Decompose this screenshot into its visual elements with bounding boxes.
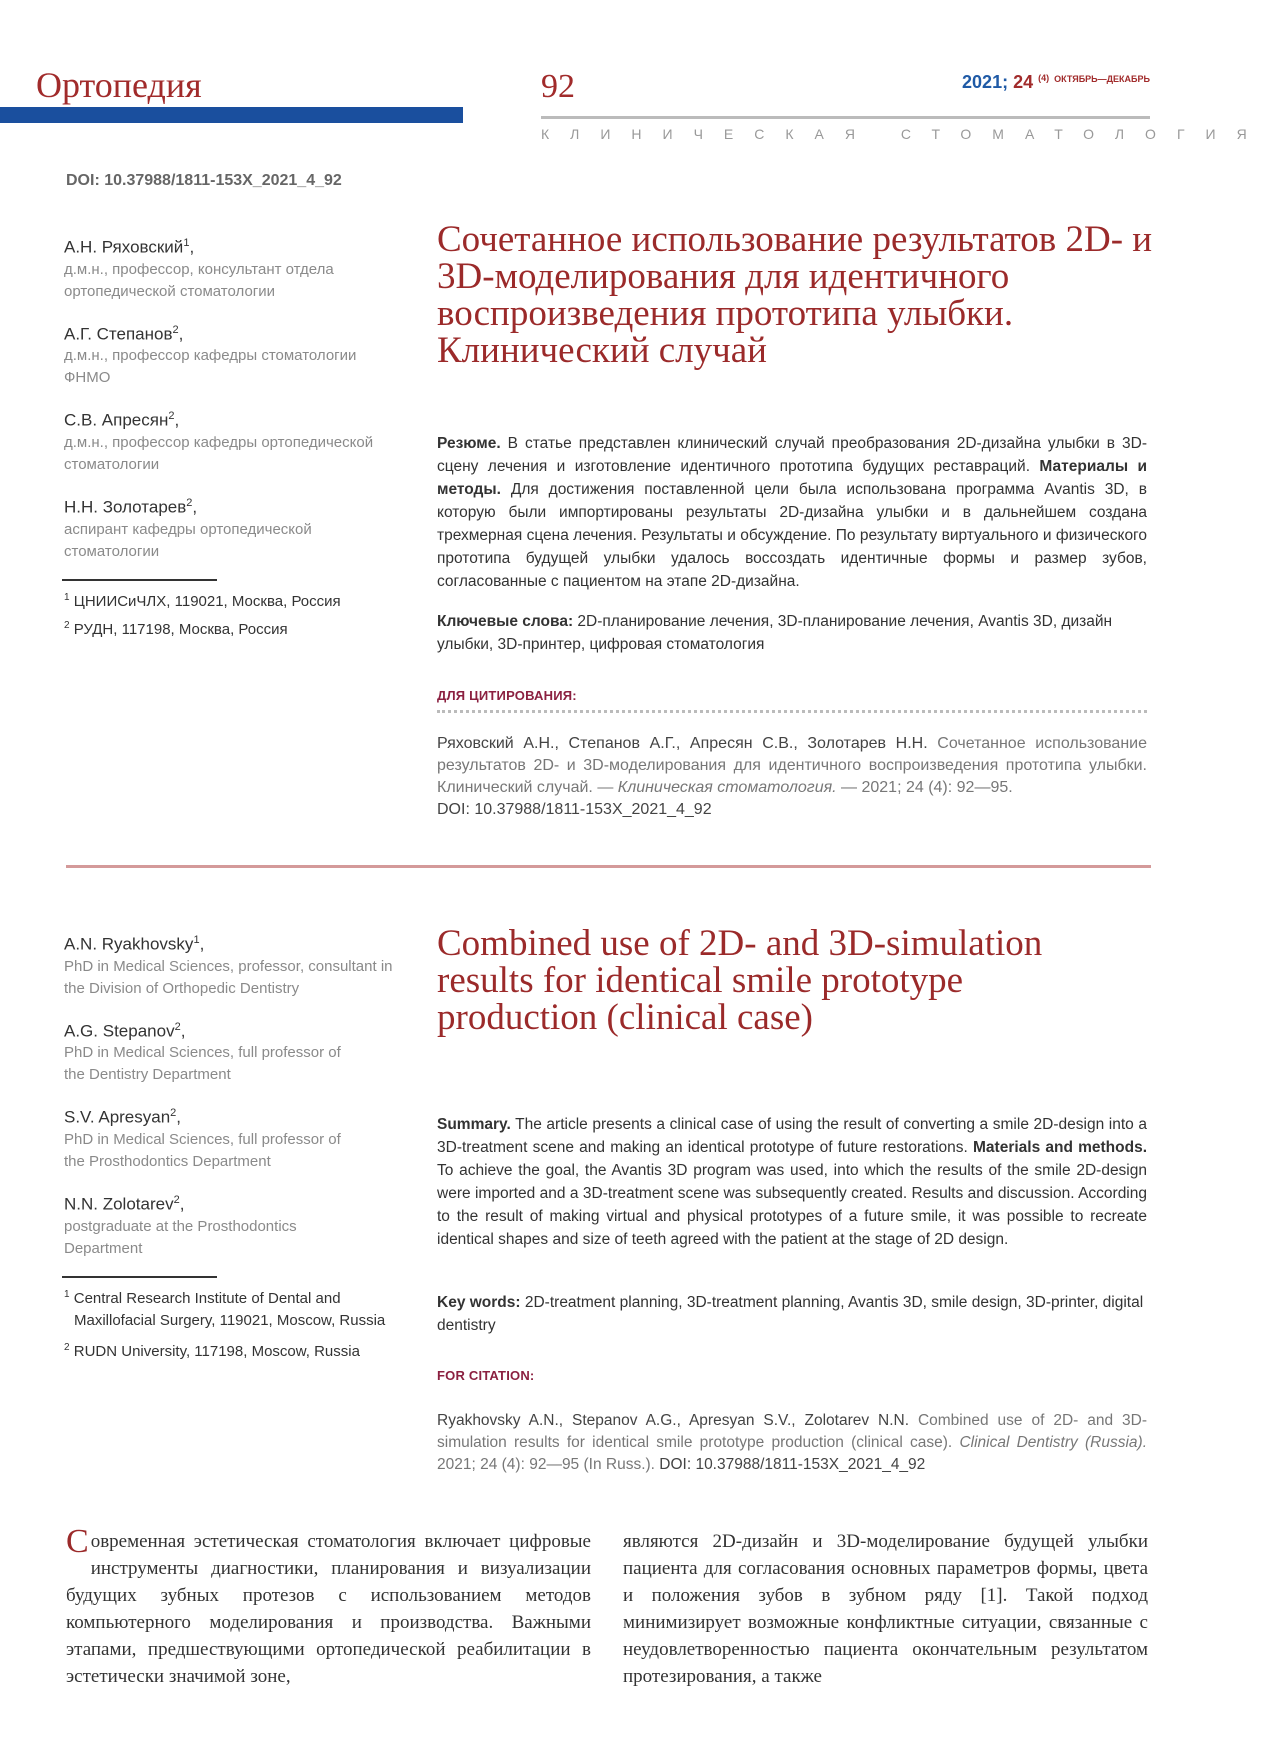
author-affiliation: PhD in Medical Sciences, professor, consultant in the Division of Orthopedic Dentistry: [64, 957, 393, 997]
methods-label: Materials and methods.: [973, 1139, 1148, 1156]
author-entry: А.Г. Степанов$^2$, д.м.н., профессор кафедры стоматологии ФНМО: [64, 319, 414, 390]
citation-en: Ryakhovsky A.N., Stepanov A.G., Apresyan S.V., Zolotarev N.N. Combined use of 2D- and 3D-simulation results for identical smile prototype production (clinical case). Clinical Dentistry (Russia). 2021; 24 (4): 92—95 (In Russ.). DOI: 10.37988/1811-153X_2021_4_92: [437, 1412, 1147, 1473]
institution: $^1$ ЦНИИСиЧЛХ, 119021, Москва, Россия: [64, 591, 341, 610]
citation-label-ru: ДЛЯ ЦИТИРОВАНИЯ:: [437, 688, 577, 703]
issue-months: ОКТЯБРЬ—ДЕКАБРЬ: [1054, 74, 1150, 84]
author-affiliation: д.м.н., профессор, консультант отдела ортопедической стоматологии: [64, 260, 334, 300]
institution: $^1$ Central Research Institute of Dental and Maxillofacial Surgery, 119021, Moscow, Russia: [64, 1288, 386, 1329]
en-author-list: [64, 929, 414, 1365]
author-entry: А.Н. Ряховский$^1$, д.м.н., профессор, консультант отдела ортопедической стоматологии: [64, 232, 414, 303]
ru-author-list: [64, 232, 414, 643]
methods-label: Материалы и методы.: [437, 458, 1147, 498]
author-affiliation: PhD in Medical Sciences, full professor of the Prosthodontics Department: [64, 1130, 341, 1170]
page-number: 92: [541, 68, 575, 105]
journal-name: КЛИНИЧЕСКАЯ СТОМАТОЛОГИЯ: [541, 126, 1268, 142]
author-name: S.V. Apresyan: [64, 1107, 171, 1127]
citation-ru: Ряховский А.Н., Степанов А.Г., Апресян С.В., Золотарев Н.Н. Сочетанное использование результатов 2D- и 3D-моделирования для идентичного воспроизведения прототипа улыбки. Клинический случай. — Клиническая стоматология. — 2021; 24 (4): 92—95. DOI: 10.37988/1811-153X_2021_4_92: [437, 735, 1147, 818]
abstract-ru: Резюме. В статье представлен клинический случай преобразования 2D-дизайна улыбки в 3D-сцену лечения и изготовление идентичного прототипа будущих реставраций. Материалы и методы. Для достижения поставленной цели была использована программа Avantis 3D, в которую были импортированы результаты 2D-дизайна улыбки и в дальнейшем создана трехмерная сцена лечения. Результаты и обсуждение. По результату виртуального и физического прототипа будущей улыбки удалось воссоздать идентичные формы и размер зубов, согласованные с пациентом на этапе 2D-дизайна.: [437, 435, 1147, 590]
drop-cap: С: [66, 1523, 89, 1560]
author-entry: S.V. Apresyan$^2$, PhD in Medical Sciences, full professor of the Prosthodontics Department: [64, 1102, 414, 1173]
footnote-rule: [62, 1276, 217, 1278]
author-sup: 1: [183, 237, 190, 249]
author-name: A.G. Stepanov: [64, 1021, 175, 1041]
header-rule: [541, 116, 1150, 119]
author-name: С.В. Апресян: [64, 410, 169, 430]
author-sup: 2: [172, 323, 179, 336]
author-sup: 1: [193, 934, 200, 946]
author-sup: 2: [173, 1193, 180, 1206]
body-column-2: являются 2D-дизайн и 3D-моделирование будущей улыбки пациента для согласования основных параметров формы, цвета и положения зубов в зубном ряду [1]. Такой подход минимизирует возможные конфликтные ситуации, связанные с неудовлетворенностью пациента окончательным результатом протезирования, а также: [623, 1531, 1148, 1687]
author-entry: С.В. Апресян$^2$, д.м.н., профессор кафедры ортопедической стоматологии: [64, 405, 414, 476]
summary-label: Summary.: [437, 1116, 511, 1133]
abstract-en: Summary. The article presents a clinical case of using the result of converting a smile 2D-design into a 3D-treatment scene and making an identical prototype of future restorations. Materials and methods. To achieve the goal, the Avantis 3D program was used, into which the results of the smile 2D-design were imported and a 3D-treatment scene was subsequently created. Results and discussion. According to the result of making virtual and physical prototypes of a future smile, it was possible to recreate identical shapes and size of teeth agreed with the patient at the stage of 2D design.: [437, 1116, 1148, 1248]
author-name: А.Г. Степанов: [64, 324, 173, 344]
article-title-ru: Сочетанное использование результатов 2D- и 3D-моделирования для идентичного воспроизведения прототипа улыбки. Клинический случай: [437, 219, 1153, 371]
dotted-separator: [437, 710, 1147, 713]
author-entry: N.N. Zolotarev$^2$, postgraduate at the Prosthodontics Department: [64, 1189, 414, 1260]
issue-info: [962, 72, 1150, 93]
author-name: А.Н. Ряховский: [64, 237, 184, 257]
author-name: Н.Н. Золотарев: [64, 497, 187, 517]
author-name: A.N. Ryakhovsky: [64, 934, 194, 954]
author-sup: 2: [186, 496, 193, 509]
keywords-en: Key words: 2D-treatment planning, 3D-treatment planning, Avantis 3D, smile design, 3D-printer, digital dentistry: [437, 1294, 1144, 1334]
section-color-bar: [0, 107, 463, 123]
article-title-en: Combined use of 2D- and 3D-simulation results for identical smile prototype production (clinical case): [437, 923, 1043, 1038]
institution: $^2$ РУДН, 117198, Москва, Россия: [64, 619, 288, 638]
author-sup: 2: [170, 1107, 177, 1120]
author-affiliation: postgraduate at the Prosthodontics Department: [64, 1217, 297, 1257]
keywords-label: Key words:: [437, 1294, 521, 1311]
author-sup: 2: [174, 1020, 181, 1033]
doi: DOI: 10.37988/1811-153X_2021_4_92: [66, 172, 342, 189]
author-affiliation: PhD in Medical Sciences, full professor of the Dentistry Department: [64, 1044, 341, 1084]
institution: $^2$ RUDN University, 117198, Moscow, Russia: [64, 1341, 360, 1360]
issue-volume: 24: [1013, 72, 1034, 92]
issue-year: 2021;: [962, 72, 1014, 92]
citation-label-en: FOR CITATION:: [437, 1368, 535, 1383]
author-affiliation: аспирант кафедры ортопедической стоматологии: [64, 520, 312, 560]
author-name: N.N. Zolotarev: [64, 1194, 174, 1214]
keywords-label: Ключевые слова:: [437, 613, 574, 630]
author-entry: Н.Н. Золотарев$^2$, аспирант кафедры ортопедической стоматологии: [64, 492, 414, 563]
author-entry: A.N. Ryakhovsky$^1$, PhD in Medical Sciences, professor, consultant in the Division of Orthopedic Dentistry: [64, 929, 414, 1000]
section-title: Ортопедия: [36, 65, 202, 105]
author-affiliation: д.м.н., профессор кафедры стоматологии ФНМО: [64, 347, 357, 387]
body-column-1: Современная эстетическая стоматология включает цифровые инструменты диагностики, планирования и визуализации будущих зубных протезов с использованием методов компьютерного моделирования и производства. Важными этапами, предшествующими ортопедической реабилитации в эстетически значимой зоне,: [66, 1523, 591, 1687]
language-divider: [66, 865, 1151, 868]
summary-label: Резюме.: [437, 435, 501, 452]
author-entry: A.G. Stepanov$^2$, PhD in Medical Sciences, full professor of the Dentistry Department: [64, 1016, 414, 1087]
issue-number: (4): [1038, 73, 1050, 83]
keywords-ru: Ключевые слова: 2D-планирование лечения, 3D-планирование лечения, Avantis 3D, дизайн улыбки, 3D-принтер, цифровая стоматология: [437, 613, 1113, 653]
footnote-rule: [62, 579, 217, 581]
author-affiliation: д.м.н., профессор кафедры ортопедической стоматологии: [64, 433, 374, 473]
author-sup: 2: [168, 410, 175, 423]
